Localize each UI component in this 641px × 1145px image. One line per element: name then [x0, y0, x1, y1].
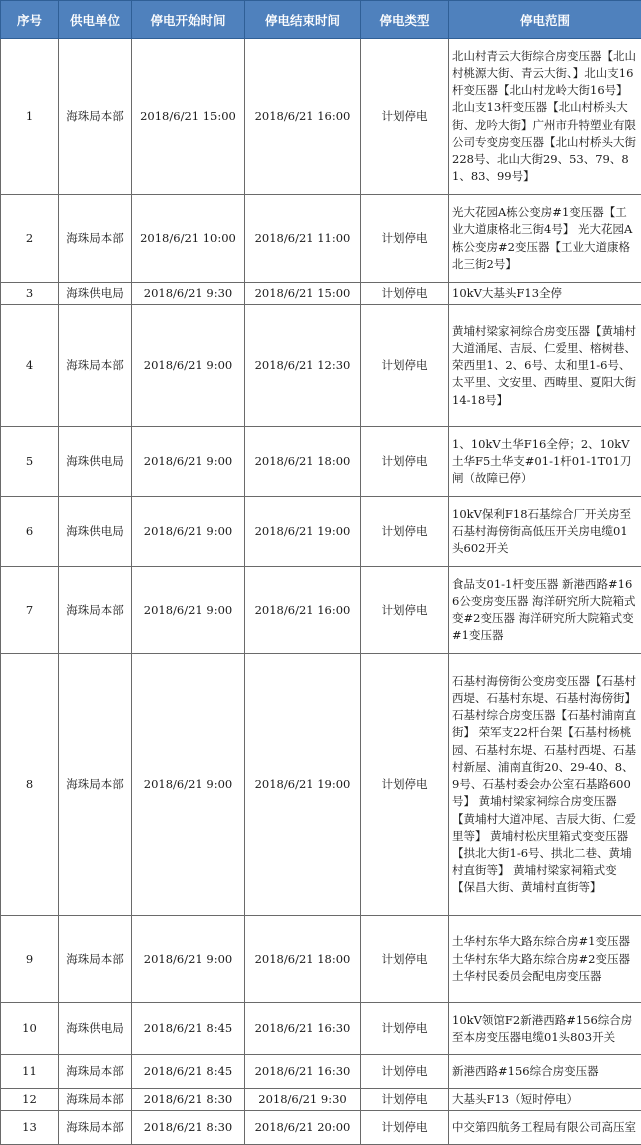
cell-unit: 海珠局本部	[59, 305, 132, 427]
cell-unit: 海珠供电局	[59, 1003, 132, 1055]
cell-type: 计划停电	[361, 1111, 449, 1145]
cell-start: 2018/6/21 9:00	[132, 305, 245, 427]
cell-scope: 10kV保利F18石基综合厂开关房至石基村海傍街高低压开关房电缆01头602开关	[449, 497, 641, 567]
cell-unit: 海珠供电局	[59, 283, 132, 305]
cell-type: 计划停电	[361, 305, 449, 427]
table-row	[1, 654, 641, 916]
cell-end: 2018/6/21 19:00	[245, 497, 361, 567]
cell-scope: 光大花园A栋公变房#1变压器【工业大道康格北三街4号】 光大花园A栋公变房#2变压器【工业大道康格北三街2号】	[449, 195, 641, 283]
cell-start: 2018/6/21 8:45	[132, 1055, 245, 1089]
cell-type: 计划停电	[361, 497, 449, 567]
header-start-time: 停电开始时间	[132, 1, 245, 39]
table-row	[1, 427, 641, 497]
cell-scope: 土华村东华大路东综合房#1变压器 土华村东华大路东综合房#2变压器 土华村民委员会配电房变压器	[449, 916, 641, 1003]
cell-unit: 海珠局本部	[59, 567, 132, 654]
cell-end: 2018/6/21 16:00	[245, 567, 361, 654]
cell-no: 6	[1, 497, 59, 567]
cell-no: 10	[1, 1003, 59, 1055]
cell-start: 2018/6/21 9:00	[132, 916, 245, 1003]
cell-no: 2	[1, 195, 59, 283]
header-type: 停电类型	[361, 1, 449, 39]
cell-no: 8	[1, 654, 59, 916]
cell-unit: 海珠局本部	[59, 654, 132, 916]
cell-end: 2018/6/21 19:00	[245, 654, 361, 916]
header-row	[1, 1, 641, 39]
cell-start: 2018/6/21 8:30	[132, 1089, 245, 1111]
cell-type: 计划停电	[361, 1055, 449, 1089]
cell-start: 2018/6/21 9:30	[132, 283, 245, 305]
cell-type: 计划停电	[361, 654, 449, 916]
cell-no: 9	[1, 916, 59, 1003]
table-row	[1, 39, 641, 195]
cell-type: 计划停电	[361, 1089, 449, 1111]
table-row	[1, 1055, 641, 1089]
cell-scope: 10kV大基头F13全停	[449, 283, 641, 305]
cell-end: 2018/6/21 16:00	[245, 39, 361, 195]
cell-no: 7	[1, 567, 59, 654]
cell-unit: 海珠局本部	[59, 1111, 132, 1145]
cell-scope: 中交第四航务工程局有限公司高压室	[449, 1111, 641, 1145]
cell-unit: 海珠局本部	[59, 916, 132, 1003]
table-row	[1, 305, 641, 427]
cell-end: 2018/6/21 20:00	[245, 1111, 361, 1145]
cell-end: 2018/6/21 16:30	[245, 1003, 361, 1055]
cell-end: 2018/6/21 16:30	[245, 1055, 361, 1089]
header-scope: 停电范围	[449, 1, 641, 39]
cell-end: 2018/6/21 9:30	[245, 1089, 361, 1111]
cell-start: 2018/6/21 10:00	[132, 195, 245, 283]
cell-unit: 海珠供电局	[59, 427, 132, 497]
cell-scope: 北山村青云大街综合房变压器【北山村桃源大街、青云大街、】北山支16杆变压器【北山村龙岭大街16号】 北山支13杆变压器【北山村桥头大街、龙吟大街】广州市升特塑业有限公司专变房变压器【北山村桥头大街228号、北山大街29、53、79、81、83、99号】	[449, 39, 641, 195]
cell-start: 2018/6/21 9:00	[132, 654, 245, 916]
cell-scope: 食品支01-1杆变压器 新港西路#166公变房变压器 海洋研究所大院箱式变#2变压器 海洋研究所大院箱式变#1变压器	[449, 567, 641, 654]
cell-scope: 黄埔村梁家祠综合房变压器【黄埔村大道涌尾、吉辰、仁爱里、榕树巷、荣西里1、2、6号、太和里1-6号、太平里、文安里、西畴里、夏阳大街14-18号】	[449, 305, 641, 427]
table-row	[1, 1089, 641, 1111]
cell-scope: 大基头F13（短时停电）	[449, 1089, 641, 1111]
cell-no: 11	[1, 1055, 59, 1089]
cell-end: 2018/6/21 18:00	[245, 427, 361, 497]
header-unit: 供电单位	[59, 1, 132, 39]
cell-scope: 石基村海傍街公变房变压器【石基村西堤、石基村东堤、石基村海傍街】 石基村综合房变压器【石基村浦南直街】 荣军支22杆台架【石基村杨桃园、石基村东堤、石基村西堤、石基村新屋、浦南直街20、29-40、8、9号、石基村委会办公室石基路600号】 黄埔村梁家祠综合房变压器【黄埔村大道冲尾、吉辰大街、仁爱里等】 黄埔村松庆里箱式变变压器【拱北大街1-6号、拱北二巷、黄埔村直街等】 黄埔村梁家祠箱式变【保昌大街、黄埔村直街等】	[449, 654, 641, 916]
cell-end: 2018/6/21 15:00	[245, 283, 361, 305]
cell-no: 4	[1, 305, 59, 427]
cell-end: 2018/6/21 11:00	[245, 195, 361, 283]
cell-start: 2018/6/21 8:30	[132, 1111, 245, 1145]
cell-type: 计划停电	[361, 427, 449, 497]
cell-scope: 1、10kV土华F16全停；2、10kV土华F5土华支#01-1杆01-1T01刀闸（故障已停）	[449, 427, 641, 497]
table-row	[1, 195, 641, 283]
cell-end: 2018/6/21 12:30	[245, 305, 361, 427]
cell-end: 2018/6/21 18:00	[245, 916, 361, 1003]
cell-start: 2018/6/21 8:45	[132, 1003, 245, 1055]
cell-no: 12	[1, 1089, 59, 1111]
cell-type: 计划停电	[361, 195, 449, 283]
table-row	[1, 916, 641, 1003]
cell-unit: 海珠局本部	[59, 39, 132, 195]
table-row	[1, 1111, 641, 1145]
table-row	[1, 1003, 641, 1055]
cell-scope: 10kV领馆F2新港西路#156综合房至本房变压器电缆01头803开关	[449, 1003, 641, 1055]
cell-start: 2018/6/21 15:00	[132, 39, 245, 195]
cell-start: 2018/6/21 9:00	[132, 567, 245, 654]
cell-unit: 海珠局本部	[59, 1055, 132, 1089]
cell-no: 13	[1, 1111, 59, 1145]
cell-unit: 海珠局本部	[59, 1089, 132, 1111]
cell-type: 计划停电	[361, 916, 449, 1003]
cell-type: 计划停电	[361, 283, 449, 305]
table-row	[1, 497, 641, 567]
table-row	[1, 283, 641, 305]
cell-no: 1	[1, 39, 59, 195]
cell-type: 计划停电	[361, 1003, 449, 1055]
table-row	[1, 567, 641, 654]
cell-no: 3	[1, 283, 59, 305]
cell-type: 计划停电	[361, 567, 449, 654]
cell-type: 计划停电	[361, 39, 449, 195]
header-end-time: 停电结束时间	[245, 1, 361, 39]
cell-unit: 海珠供电局	[59, 497, 132, 567]
cell-scope: 新港西路#156综合房变压器	[449, 1055, 641, 1089]
cell-no: 5	[1, 427, 59, 497]
cell-unit: 海珠局本部	[59, 195, 132, 283]
cell-start: 2018/6/21 9:00	[132, 497, 245, 567]
cell-start: 2018/6/21 9:00	[132, 427, 245, 497]
header-no: 序号	[1, 1, 59, 39]
